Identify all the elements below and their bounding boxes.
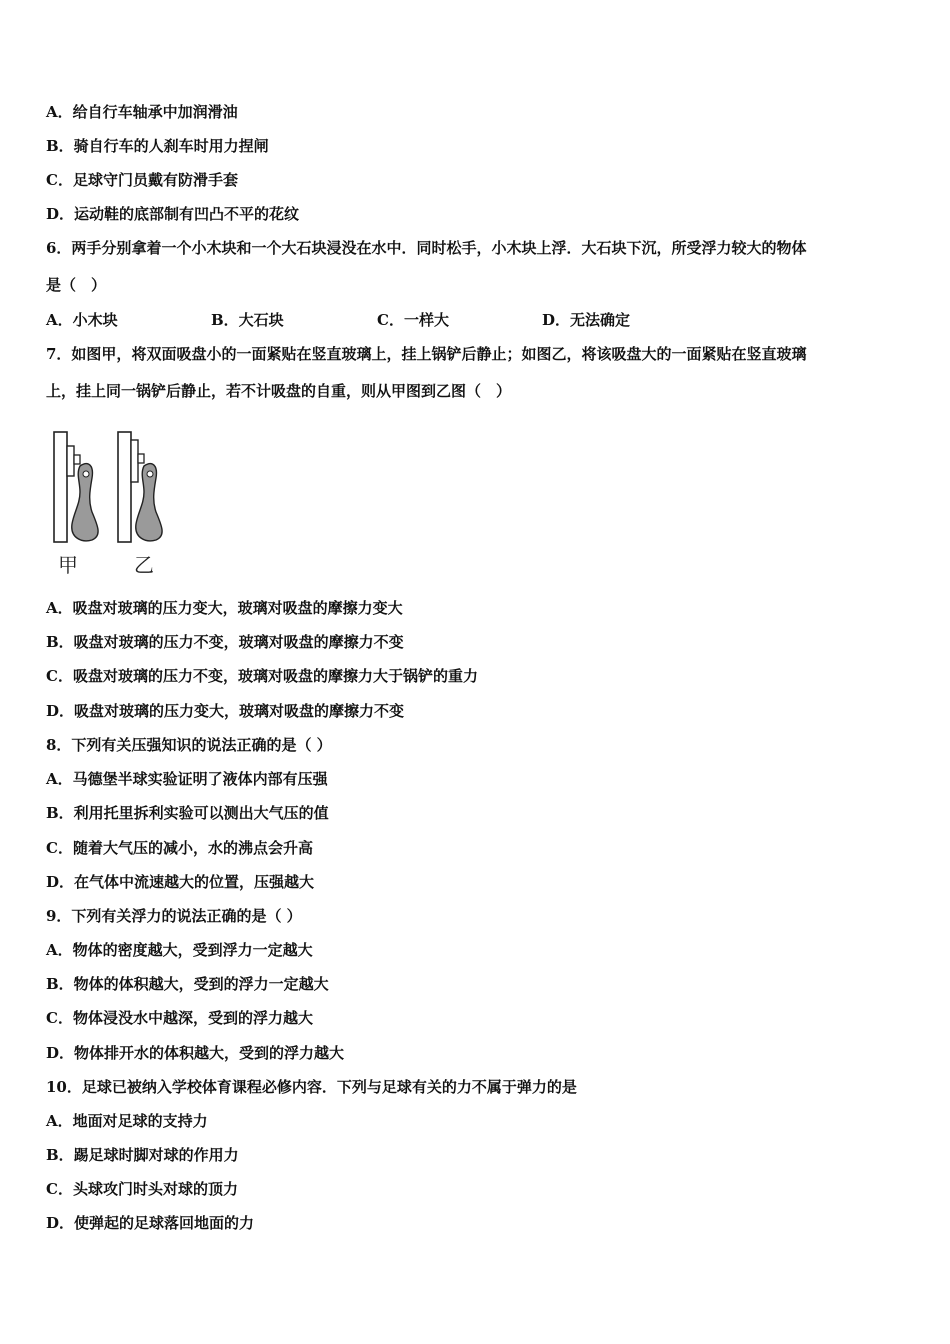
q6-stem-line2: 是（ ） — [46, 276, 107, 294]
q10-stem: 10．足球已被纳入学校体育课程必修内容．下列与足球有关的力不属于弹力的是 — [46, 1078, 577, 1096]
q8-option-a: A．马德堡半球实验证明了液体内部有压强 — [46, 770, 328, 788]
cup-hook-b — [138, 454, 144, 463]
glass-pane-a — [54, 432, 67, 542]
q7-option-d: D．吸盘对玻璃的压力变大，玻璃对吸盘的摩擦力不变 — [46, 702, 405, 720]
q9-option-b: B．物体的体积越大，受到的浮力一定越大 — [46, 975, 329, 993]
q6-option-d: D．无法确定 — [542, 311, 631, 329]
q5-option-b: B．骑自行车的人刹车时用力捏闸 — [46, 137, 269, 155]
figure-label-jia: 甲 — [58, 553, 78, 577]
suction-cup-diagram — [46, 426, 176, 578]
q6-option-a: A．小木块 — [46, 311, 118, 329]
q7-option-c: C．吸盘对玻璃的压力不变，玻璃对吸盘的摩擦力大于锅铲的重力 — [46, 667, 478, 685]
q10-option-b: B．踢足球时脚对球的作用力 — [46, 1146, 239, 1164]
q9-stem: 9．下列有关浮力的说法正确的是（ ） — [46, 907, 302, 925]
q9-option-c: C．物体浸没水中越深，受到的浮力越大 — [46, 1009, 313, 1027]
spatula-hole-a — [83, 471, 89, 477]
glass-pane-b — [118, 432, 131, 542]
figure-label-yi: 乙 — [134, 553, 154, 577]
q7-option-b: B．吸盘对玻璃的压力不变，玻璃对吸盘的摩擦力不变 — [46, 633, 404, 651]
q8-option-d: D．在气体中流速越大的位置，压强越大 — [46, 873, 315, 891]
q5-option-a: A．给自行车轴承中加润滑油 — [46, 103, 238, 121]
q7-option-a: A．吸盘对玻璃的压力变大，玻璃对吸盘的摩擦力变大 — [46, 599, 403, 617]
q7-stem-line2: 上，挂上同一锅铲后静止，若不计吸盘的自重，则从甲图到乙图（ ） — [46, 382, 512, 400]
suction-cup-a — [67, 446, 74, 476]
spatula-hole-b — [147, 471, 153, 477]
q10-option-a: A．地面对足球的支持力 — [46, 1112, 208, 1130]
q5-option-d: D．运动鞋的底部制有凹凸不平的花纹 — [46, 205, 300, 223]
q9-option-d: D．物体排开水的体积越大，受到的浮力越大 — [46, 1044, 345, 1062]
q6-options-row — [46, 310, 906, 330]
suction-cup-b — [131, 440, 138, 482]
q8-option-c: C．随着大气压的减小，水的沸点会升高 — [46, 839, 313, 857]
q7-stem-line1: 7．如图甲，将双面吸盘小的一面紧贴在竖直玻璃上，挂上锅铲后静止；如图乙，将该吸盘大的一面紧贴在竖直玻璃 — [46, 345, 807, 363]
q7-figure — [46, 426, 176, 578]
cup-hook-a — [74, 455, 80, 464]
q9-option-a: A．物体的密度越大，受到浮力一定越大 — [46, 941, 313, 959]
q10-option-c: C．头球攻门时头对球的顶力 — [46, 1180, 238, 1198]
q6-option-b: B．大石块 — [211, 311, 284, 329]
q8-option-b: B．利用托里拆利实验可以测出大气压的值 — [46, 804, 329, 822]
q8-stem: 8．下列有关压强知识的说法正确的是（ ） — [46, 736, 332, 754]
q6-stem-line1: 6．两手分别拿着一个小木块和一个大石块浸没在水中．同时松手，小木块上浮．大石块下沉，所受浮力较大的物体 — [46, 239, 807, 257]
q6-option-c: C．一样大 — [377, 311, 449, 329]
q5-option-c: C．足球守门员戴有防滑手套 — [46, 171, 238, 189]
q10-option-d: D．使弹起的足球落回地面的力 — [46, 1214, 255, 1232]
